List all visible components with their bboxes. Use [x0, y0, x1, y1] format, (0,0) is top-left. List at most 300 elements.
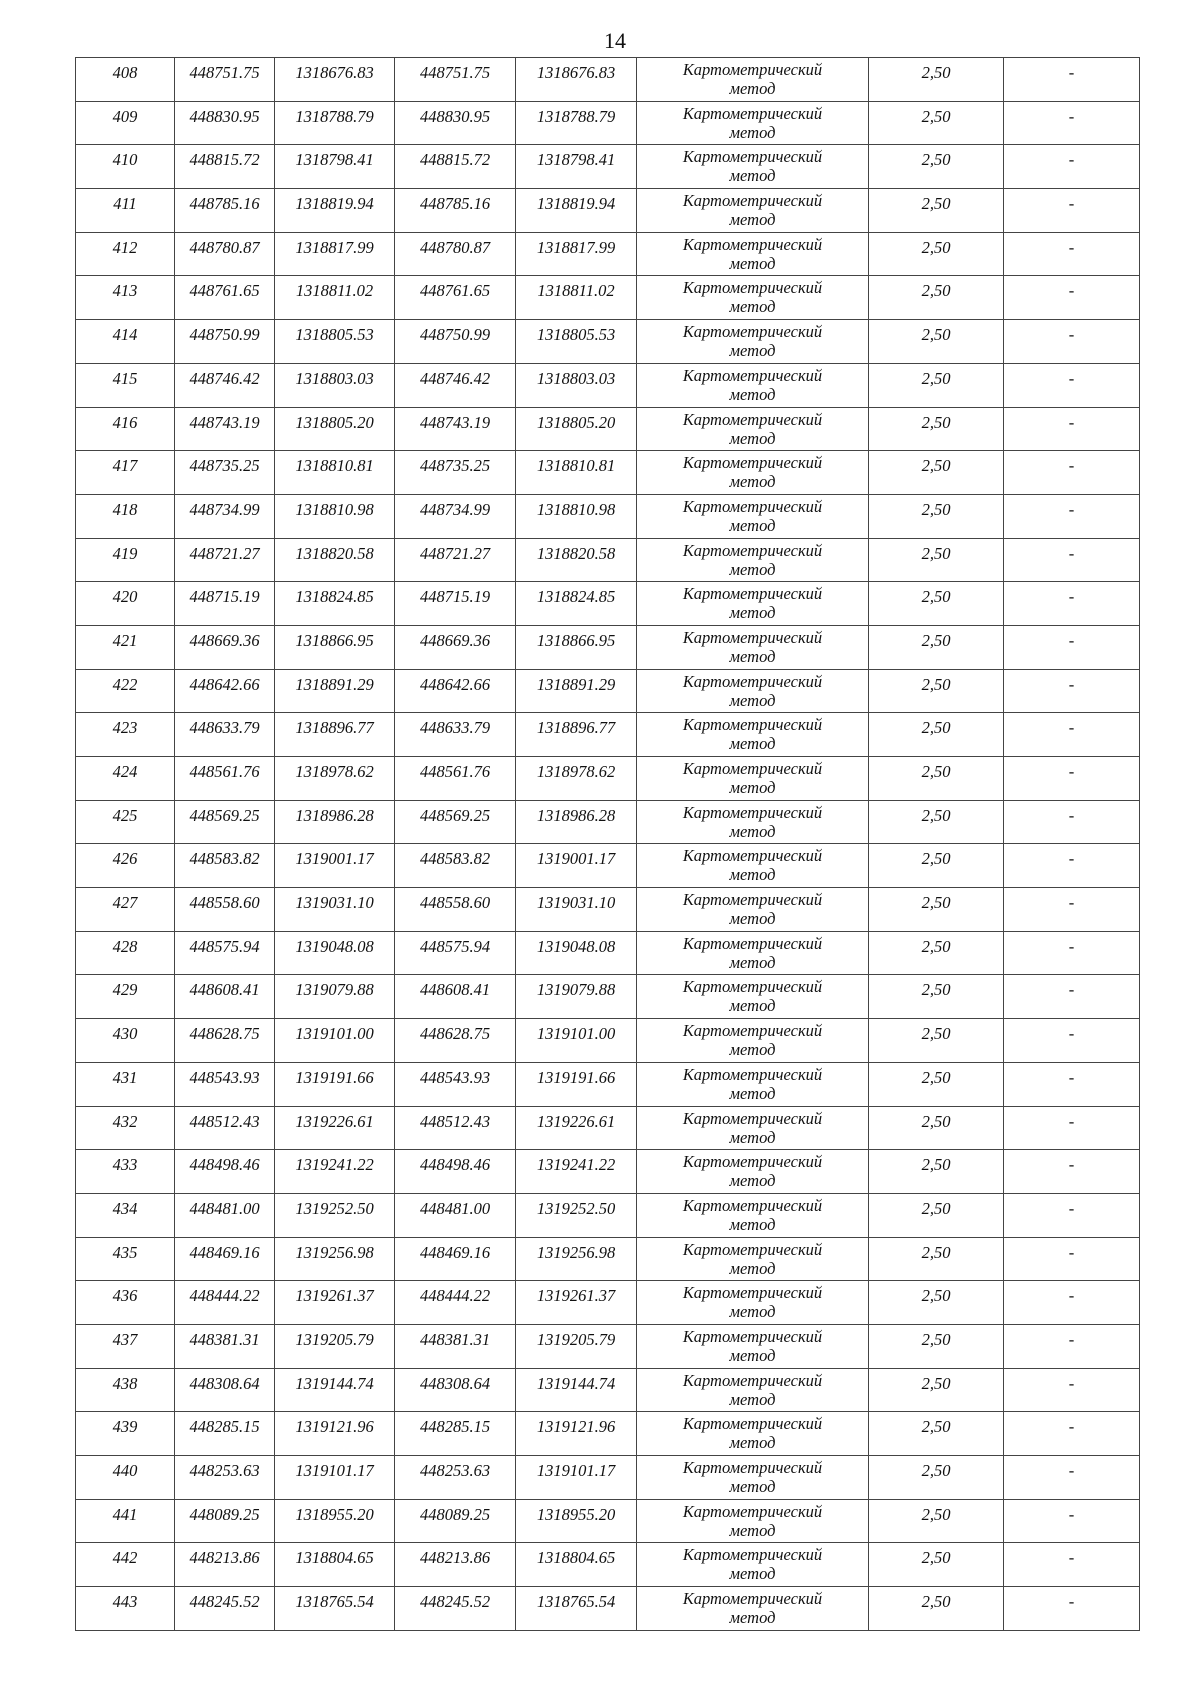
- method-line-1: Картометрический: [682, 1195, 823, 1215]
- accuracy-cell: 2,50: [869, 582, 1004, 626]
- x-old-cell: 448785.16: [175, 189, 275, 233]
- method-line-1: Картометрический: [682, 540, 823, 560]
- description-cell: -: [1004, 538, 1140, 582]
- table-row: [76, 363, 1140, 407]
- method-line-2: метод: [729, 1608, 776, 1628]
- y-old-cell: 1319121.96: [275, 1412, 395, 1456]
- method-line-2: метод: [729, 79, 776, 98]
- table-row: [76, 1150, 1140, 1194]
- x-new-cell: 448469.16: [395, 1237, 516, 1281]
- x-new-cell: 448780.87: [395, 232, 516, 276]
- y-old-cell: 1318805.20: [275, 407, 395, 451]
- y-old-cell: 1319226.61: [275, 1106, 395, 1150]
- point-number-cell: 411: [76, 189, 175, 233]
- table-row: [76, 800, 1140, 844]
- y-old-cell: 1318866.95: [275, 625, 395, 669]
- point-number-cell: 420: [76, 582, 175, 626]
- table-row: [76, 888, 1140, 932]
- y-new-cell: 1319144.74: [516, 1368, 637, 1412]
- method-cell: [637, 713, 869, 757]
- description-cell: -: [1004, 320, 1140, 364]
- method-line-2: метод: [729, 778, 776, 797]
- table-row: [76, 1062, 1140, 1106]
- accuracy-cell: 2,50: [869, 363, 1004, 407]
- method-line-2: метод: [729, 341, 776, 361]
- y-new-cell: 1319101.00: [516, 1019, 637, 1063]
- description-cell: -: [1004, 1237, 1140, 1281]
- x-old-cell: 448780.87: [175, 232, 275, 276]
- method-line-2: метод: [729, 253, 776, 273]
- y-new-cell: 1318817.99: [516, 232, 637, 276]
- accuracy-cell: 2,50: [869, 276, 1004, 320]
- table-row: [76, 232, 1140, 276]
- table-row: [76, 1019, 1140, 1063]
- y-new-cell: 1318820.58: [516, 538, 637, 582]
- method-cell: [637, 101, 869, 145]
- description-cell: -: [1004, 1281, 1140, 1325]
- x-new-cell: 448743.19: [395, 407, 516, 451]
- x-new-cell: 448751.75: [395, 58, 516, 102]
- description-cell: -: [1004, 844, 1140, 888]
- y-new-cell: 1318765.54: [516, 1587, 637, 1631]
- method-cell: [637, 1456, 869, 1500]
- method-line-1: Картометрический: [682, 627, 823, 647]
- y-old-cell: 1318804.65: [275, 1543, 395, 1587]
- table-row: [76, 145, 1140, 189]
- accuracy-cell: 2,50: [869, 844, 1004, 888]
- table-row: [76, 1412, 1140, 1456]
- method-cell: [637, 538, 869, 582]
- description-cell: -: [1004, 800, 1140, 844]
- x-new-cell: 448785.16: [395, 189, 516, 233]
- accuracy-cell: 2,50: [869, 1281, 1004, 1325]
- y-old-cell: 1318986.28: [275, 800, 395, 844]
- method-line-2: метод: [729, 1171, 776, 1191]
- y-old-cell: 1318798.41: [275, 145, 395, 189]
- method-line-2: метод: [729, 1477, 776, 1496]
- point-number-cell: 419: [76, 538, 175, 582]
- accuracy-cell: 2,50: [869, 1368, 1004, 1412]
- method-cell: [637, 1062, 869, 1106]
- table-body: [76, 58, 1140, 1631]
- description-cell: -: [1004, 101, 1140, 145]
- x-old-cell: 448628.75: [175, 1019, 275, 1063]
- y-new-cell: 1318819.94: [516, 189, 637, 233]
- x-old-cell: 448481.00: [175, 1193, 275, 1237]
- table-row: [76, 1324, 1140, 1368]
- method-line-1: Картометрический: [682, 365, 823, 385]
- method-cell: [637, 1324, 869, 1368]
- method-cell: [637, 276, 869, 320]
- y-new-cell: 1319226.61: [516, 1106, 637, 1150]
- accuracy-cell: 2,50: [869, 625, 1004, 669]
- accuracy-cell: 2,50: [869, 538, 1004, 582]
- y-old-cell: 1318788.79: [275, 101, 395, 145]
- method-line-2: метод: [729, 996, 776, 1016]
- y-old-cell: 1318676.83: [275, 58, 395, 102]
- accuracy-cell: 2,50: [869, 1412, 1004, 1456]
- accuracy-cell: 2,50: [869, 1237, 1004, 1281]
- method-line-1: Картометрический: [682, 60, 823, 79]
- x-new-cell: 448642.66: [395, 669, 516, 713]
- y-new-cell: 1318811.02: [516, 276, 637, 320]
- description-cell: -: [1004, 1019, 1140, 1063]
- x-old-cell: 448715.19: [175, 582, 275, 626]
- x-old-cell: 448089.25: [175, 1499, 275, 1543]
- method-cell: [637, 232, 869, 276]
- point-number-cell: 442: [76, 1543, 175, 1587]
- point-number-cell: 423: [76, 713, 175, 757]
- y-new-cell: 1319256.98: [516, 1237, 637, 1281]
- y-new-cell: 1319121.96: [516, 1412, 637, 1456]
- accuracy-cell: 2,50: [869, 931, 1004, 975]
- method-line-2: метод: [729, 865, 776, 885]
- method-cell: [637, 363, 869, 407]
- accuracy-cell: 2,50: [869, 888, 1004, 932]
- accuracy-cell: 2,50: [869, 320, 1004, 364]
- accuracy-cell: 2,50: [869, 189, 1004, 233]
- method-line-1: Картометрический: [682, 846, 823, 866]
- x-old-cell: 448743.19: [175, 407, 275, 451]
- method-cell: [637, 1281, 869, 1325]
- method-cell: [637, 1237, 869, 1281]
- y-old-cell: 1319241.22: [275, 1150, 395, 1194]
- description-cell: -: [1004, 58, 1140, 102]
- x-old-cell: 448245.52: [175, 1587, 275, 1631]
- y-old-cell: 1318820.58: [275, 538, 395, 582]
- accuracy-cell: 2,50: [869, 713, 1004, 757]
- point-number-cell: 408: [76, 58, 175, 102]
- accuracy-cell: 2,50: [869, 407, 1004, 451]
- x-new-cell: 448308.64: [395, 1368, 516, 1412]
- method-cell: [637, 975, 869, 1019]
- point-number-cell: 440: [76, 1456, 175, 1500]
- y-new-cell: 1319101.17: [516, 1456, 637, 1500]
- x-old-cell: 448633.79: [175, 713, 275, 757]
- method-line-1: Картометрический: [682, 1458, 823, 1477]
- point-number-cell: 424: [76, 757, 175, 801]
- y-old-cell: 1319001.17: [275, 844, 395, 888]
- method-line-1: Картометрический: [682, 1108, 823, 1128]
- x-new-cell: 448498.46: [395, 1150, 516, 1194]
- method-cell: [637, 1499, 869, 1543]
- method-cell: [637, 669, 869, 713]
- accuracy-cell: 2,50: [869, 800, 1004, 844]
- x-new-cell: 448543.93: [395, 1062, 516, 1106]
- y-old-cell: 1318817.99: [275, 232, 395, 276]
- x-old-cell: 448213.86: [175, 1543, 275, 1587]
- description-cell: -: [1004, 1062, 1140, 1106]
- method-line-2: метод: [729, 1127, 776, 1147]
- method-cell: [637, 1193, 869, 1237]
- y-old-cell: 1319205.79: [275, 1324, 395, 1368]
- description-cell: -: [1004, 232, 1140, 276]
- method-cell: [637, 145, 869, 189]
- x-old-cell: 448575.94: [175, 931, 275, 975]
- accuracy-cell: 2,50: [869, 494, 1004, 538]
- x-old-cell: 448735.25: [175, 451, 275, 495]
- point-number-cell: 437: [76, 1324, 175, 1368]
- method-line-1: Картометрический: [682, 1501, 823, 1521]
- method-line-1: Картометрический: [682, 802, 823, 822]
- table-row: [76, 582, 1140, 626]
- y-old-cell: 1319079.88: [275, 975, 395, 1019]
- y-new-cell: 1318805.53: [516, 320, 637, 364]
- method-cell: [637, 1412, 869, 1456]
- method-cell: [637, 320, 869, 364]
- method-line-1: Картометрический: [682, 933, 823, 953]
- y-new-cell: 1318986.28: [516, 800, 637, 844]
- description-cell: -: [1004, 1324, 1140, 1368]
- method-line-1: Картометрический: [682, 1326, 823, 1346]
- point-number-cell: 432: [76, 1106, 175, 1150]
- method-cell: [637, 1587, 869, 1631]
- y-new-cell: 1319031.10: [516, 888, 637, 932]
- x-old-cell: 448746.42: [175, 363, 275, 407]
- method-line-2: метод: [729, 384, 776, 404]
- method-line-1: Картометрический: [682, 234, 823, 254]
- x-old-cell: 448498.46: [175, 1150, 275, 1194]
- method-line-1: Картометрический: [682, 1414, 823, 1434]
- x-new-cell: 448815.72: [395, 145, 516, 189]
- x-old-cell: 448543.93: [175, 1062, 275, 1106]
- y-new-cell: 1319048.08: [516, 931, 637, 975]
- table-row: [76, 189, 1140, 233]
- y-new-cell: 1318955.20: [516, 1499, 637, 1543]
- point-number-cell: 422: [76, 669, 175, 713]
- table-row: [76, 1587, 1140, 1631]
- x-old-cell: 448558.60: [175, 888, 275, 932]
- point-number-cell: 438: [76, 1368, 175, 1412]
- table-row: [76, 713, 1140, 757]
- accuracy-cell: 2,50: [869, 1019, 1004, 1063]
- accuracy-cell: 2,50: [869, 757, 1004, 801]
- y-new-cell: 1318824.85: [516, 582, 637, 626]
- y-old-cell: 1318803.03: [275, 363, 395, 407]
- y-new-cell: 1319079.88: [516, 975, 637, 1019]
- method-line-2: метод: [729, 646, 776, 666]
- point-number-cell: 429: [76, 975, 175, 1019]
- y-new-cell: 1318788.79: [516, 101, 637, 145]
- point-number-cell: 416: [76, 407, 175, 451]
- point-number-cell: 441: [76, 1499, 175, 1543]
- description-cell: -: [1004, 1106, 1140, 1150]
- method-line-2: метод: [729, 1083, 776, 1103]
- accuracy-cell: 2,50: [869, 1587, 1004, 1631]
- method-line-2: метод: [729, 166, 776, 186]
- y-new-cell: 1319001.17: [516, 844, 637, 888]
- table-row: [76, 931, 1140, 975]
- method-line-2: метод: [729, 952, 776, 972]
- method-line-1: Картометрический: [682, 584, 823, 604]
- point-number-cell: 425: [76, 800, 175, 844]
- method-cell: [637, 494, 869, 538]
- method-line-2: метод: [729, 515, 776, 535]
- description-cell: -: [1004, 582, 1140, 626]
- method-line-2: метод: [729, 1214, 776, 1234]
- description-cell: -: [1004, 451, 1140, 495]
- table-row: [76, 101, 1140, 145]
- method-line-1: Картометрический: [682, 278, 823, 298]
- x-new-cell: 448628.75: [395, 1019, 516, 1063]
- y-new-cell: 1318804.65: [516, 1543, 637, 1587]
- x-old-cell: 448285.15: [175, 1412, 275, 1456]
- y-old-cell: 1319261.37: [275, 1281, 395, 1325]
- point-number-cell: 428: [76, 931, 175, 975]
- point-number-cell: 436: [76, 1281, 175, 1325]
- description-cell: -: [1004, 407, 1140, 451]
- method-line-2: метод: [729, 559, 776, 579]
- table-row: [76, 494, 1140, 538]
- accuracy-cell: 2,50: [869, 975, 1004, 1019]
- y-new-cell: 1319252.50: [516, 1193, 637, 1237]
- y-old-cell: 1319101.17: [275, 1456, 395, 1500]
- point-number-cell: 426: [76, 844, 175, 888]
- table-row: [76, 844, 1140, 888]
- method-line-1: Картометрический: [682, 496, 823, 516]
- method-cell: [637, 1019, 869, 1063]
- description-cell: -: [1004, 494, 1140, 538]
- method-line-1: Картометрический: [682, 322, 823, 342]
- point-number-cell: 443: [76, 1587, 175, 1631]
- x-new-cell: 448558.60: [395, 888, 516, 932]
- method-cell: [637, 451, 869, 495]
- y-new-cell: 1318798.41: [516, 145, 637, 189]
- point-number-cell: 415: [76, 363, 175, 407]
- table-row: [76, 625, 1140, 669]
- method-line-1: Картометрический: [682, 759, 823, 778]
- description-cell: -: [1004, 1368, 1140, 1412]
- table-row: [76, 1281, 1140, 1325]
- accuracy-cell: 2,50: [869, 145, 1004, 189]
- accuracy-cell: 2,50: [869, 1499, 1004, 1543]
- method-cell: [637, 800, 869, 844]
- method-cell: [637, 931, 869, 975]
- description-cell: -: [1004, 1412, 1140, 1456]
- x-old-cell: 448608.41: [175, 975, 275, 1019]
- x-new-cell: 448444.22: [395, 1281, 516, 1325]
- method-line-1: Картометрический: [682, 671, 823, 691]
- method-line-2: метод: [729, 472, 776, 492]
- x-old-cell: 448253.63: [175, 1456, 275, 1500]
- method-line-1: Картометрический: [682, 1545, 823, 1565]
- x-new-cell: 448633.79: [395, 713, 516, 757]
- table-row: [76, 407, 1140, 451]
- accuracy-cell: 2,50: [869, 1456, 1004, 1500]
- x-old-cell: 448815.72: [175, 145, 275, 189]
- method-cell: [637, 1150, 869, 1194]
- table-row: [76, 1237, 1140, 1281]
- method-line-2: метод: [729, 297, 776, 317]
- y-old-cell: 1319101.00: [275, 1019, 395, 1063]
- method-cell: [637, 757, 869, 801]
- point-number-cell: 433: [76, 1150, 175, 1194]
- method-line-1: Картометрический: [682, 890, 823, 910]
- method-line-1: Картометрический: [682, 1370, 823, 1390]
- y-old-cell: 1318955.20: [275, 1499, 395, 1543]
- x-new-cell: 448245.52: [395, 1587, 516, 1631]
- method-line-1: Картометрический: [682, 453, 823, 473]
- x-new-cell: 448750.99: [395, 320, 516, 364]
- method-cell: [637, 1368, 869, 1412]
- accuracy-cell: 2,50: [869, 1062, 1004, 1106]
- y-old-cell: 1319144.74: [275, 1368, 395, 1412]
- y-old-cell: 1319031.10: [275, 888, 395, 932]
- point-number-cell: 421: [76, 625, 175, 669]
- method-line-2: метод: [729, 210, 776, 230]
- description-cell: -: [1004, 888, 1140, 932]
- method-cell: [637, 888, 869, 932]
- point-number-cell: 434: [76, 1193, 175, 1237]
- accuracy-cell: 2,50: [869, 1106, 1004, 1150]
- method-line-1: Картометрический: [682, 1589, 823, 1609]
- x-old-cell: 448830.95: [175, 101, 275, 145]
- accuracy-cell: 2,50: [869, 101, 1004, 145]
- y-new-cell: 1318978.62: [516, 757, 637, 801]
- method-cell: [637, 1543, 869, 1587]
- y-old-cell: 1318891.29: [275, 669, 395, 713]
- x-new-cell: 448481.00: [395, 1193, 516, 1237]
- method-line-2: метод: [729, 1258, 776, 1278]
- x-new-cell: 448285.15: [395, 1412, 516, 1456]
- x-new-cell: 448253.63: [395, 1456, 516, 1500]
- x-old-cell: 448381.31: [175, 1324, 275, 1368]
- table-row: [76, 1368, 1140, 1412]
- x-new-cell: 448734.99: [395, 494, 516, 538]
- description-cell: -: [1004, 757, 1140, 801]
- method-line-2: метод: [729, 428, 776, 448]
- method-line-2: метод: [729, 1564, 776, 1584]
- accuracy-cell: 2,50: [869, 1324, 1004, 1368]
- table-row: [76, 1106, 1140, 1150]
- x-old-cell: 448721.27: [175, 538, 275, 582]
- y-old-cell: 1318978.62: [275, 757, 395, 801]
- method-line-2: метод: [729, 690, 776, 710]
- description-cell: -: [1004, 1499, 1140, 1543]
- x-new-cell: 448761.65: [395, 276, 516, 320]
- x-new-cell: 448746.42: [395, 363, 516, 407]
- y-old-cell: 1318765.54: [275, 1587, 395, 1631]
- description-cell: -: [1004, 1587, 1140, 1631]
- method-cell: [637, 582, 869, 626]
- y-new-cell: 1319241.22: [516, 1150, 637, 1194]
- method-line-1: Картометрический: [682, 715, 823, 735]
- table-row: [76, 1193, 1140, 1237]
- x-new-cell: 448381.31: [395, 1324, 516, 1368]
- point-number-cell: 417: [76, 451, 175, 495]
- method-line-1: Картометрический: [682, 1064, 823, 1084]
- point-number-cell: 431: [76, 1062, 175, 1106]
- y-new-cell: 1318896.77: [516, 713, 637, 757]
- x-new-cell: 448669.36: [395, 625, 516, 669]
- method-line-2: метод: [729, 909, 776, 929]
- coordinates-table: [75, 57, 1140, 1631]
- table-row: [76, 669, 1140, 713]
- accuracy-cell: 2,50: [869, 58, 1004, 102]
- method-line-2: метод: [729, 1433, 776, 1453]
- x-old-cell: 448469.16: [175, 1237, 275, 1281]
- table-row: [76, 538, 1140, 582]
- x-old-cell: 448669.36: [175, 625, 275, 669]
- point-number-cell: 413: [76, 276, 175, 320]
- point-number-cell: 439: [76, 1412, 175, 1456]
- method-cell: [637, 189, 869, 233]
- method-cell: [637, 407, 869, 451]
- point-number-cell: 410: [76, 145, 175, 189]
- description-cell: -: [1004, 713, 1140, 757]
- x-old-cell: 448750.99: [175, 320, 275, 364]
- x-new-cell: 448721.27: [395, 538, 516, 582]
